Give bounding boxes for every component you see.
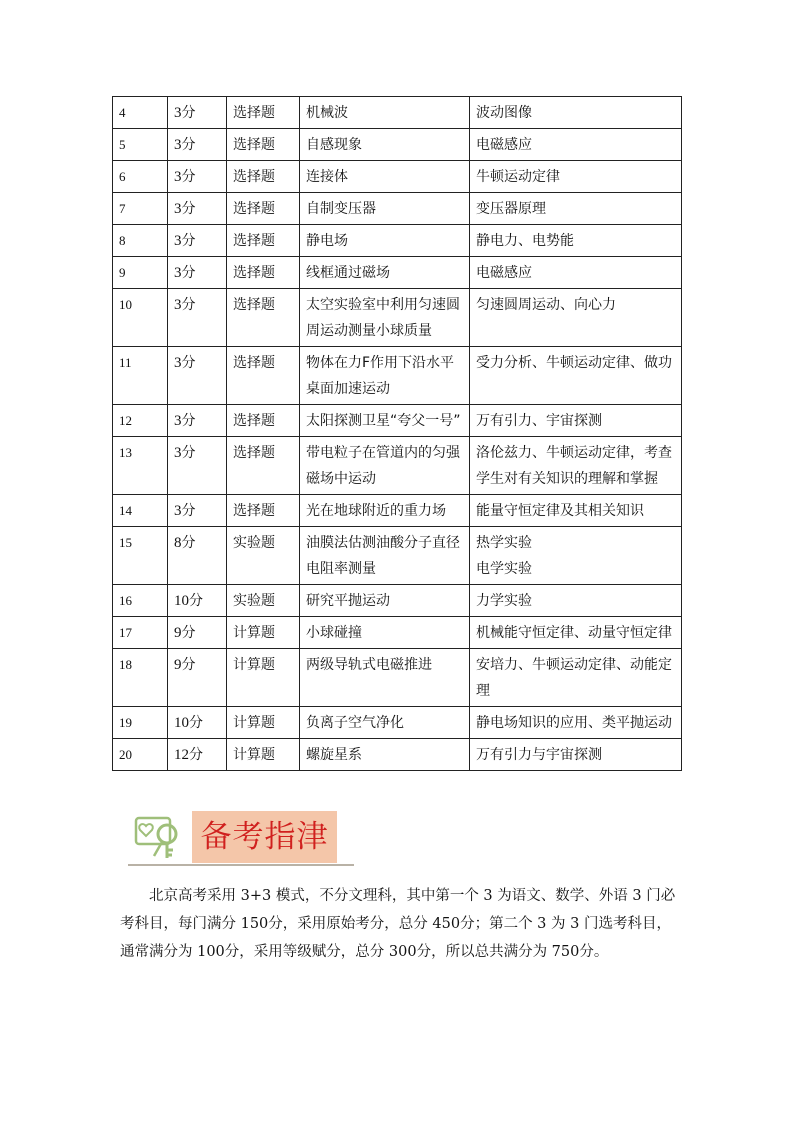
question-number-cell xyxy=(113,739,168,771)
question-type-cell xyxy=(227,161,300,193)
knowledge-text: 万有引力、宇宙探测 xyxy=(476,413,602,429)
question-number-cell xyxy=(113,405,168,437)
knowledge-cell xyxy=(470,585,682,617)
score-unit: 分 xyxy=(181,169,196,185)
topic-text: 带电粒子在管道内的匀强磁场中运动 xyxy=(306,445,460,487)
question-type-text: 计算题 xyxy=(233,747,275,763)
score-value: 9 xyxy=(174,625,182,641)
score-unit: 分 xyxy=(181,201,196,217)
table-row xyxy=(113,405,682,437)
question-number-cell xyxy=(113,225,168,257)
question-number-cell xyxy=(113,617,168,649)
topic-text: 太空实验室中利用匀速圆周运动测量小球质量 xyxy=(306,297,460,339)
question-type-cell xyxy=(227,225,300,257)
score-unit: 分 xyxy=(181,625,196,641)
table-row xyxy=(113,495,682,527)
body-paragraph: 北京高考采用 3+3 模式，不分文理科，其中第一个 3 为语文、数学、外语 3 门必考科目，每门满分 150分，采用原始考分，总分 450分；第二个 3 为 3 门选考科目，通常满分为 100分，采用等级赋分，总分 300分，所以总共满分为 750分。 xyxy=(120,888,676,960)
score-cell xyxy=(168,649,227,707)
topic-cell xyxy=(300,347,470,405)
score-unit: 分 xyxy=(181,137,196,153)
knowledge-cell xyxy=(470,161,682,193)
question-number-text: 10 xyxy=(119,297,132,312)
topic-text: 线框通过磁场 xyxy=(306,265,390,281)
score-cell xyxy=(168,347,227,405)
score-cell xyxy=(168,617,227,649)
question-number-text: 13 xyxy=(119,445,132,460)
score-value: 3 xyxy=(174,355,182,371)
question-number-text: 15 xyxy=(119,535,132,550)
table-row xyxy=(113,225,682,257)
table-row xyxy=(113,161,682,193)
knowledge-text: 电磁感应 xyxy=(476,137,532,153)
table-row xyxy=(113,585,682,617)
score-unit: 分 xyxy=(181,105,196,121)
question-type-text: 选择题 xyxy=(233,503,275,519)
table-row xyxy=(113,707,682,739)
question-number-text: 5 xyxy=(119,137,126,152)
topic-text: 负离子空气净化 xyxy=(306,715,404,731)
table-row xyxy=(113,347,682,405)
score-unit: 分 xyxy=(181,233,196,249)
question-type-text: 计算题 xyxy=(233,715,275,731)
question-type-cell xyxy=(227,437,300,495)
knowledge-cell xyxy=(470,707,682,739)
topic-text: 两级导轨式电磁推进 xyxy=(306,657,432,673)
knowledge-text: 机械能守恒定律、动量守恒定律 xyxy=(476,625,672,641)
question-number-cell xyxy=(113,97,168,129)
question-number-text: 16 xyxy=(119,593,132,608)
question-type-cell xyxy=(227,129,300,161)
question-number-text: 19 xyxy=(119,715,132,730)
question-number-cell xyxy=(113,347,168,405)
knowledge-cell xyxy=(470,347,682,405)
question-type-cell xyxy=(227,257,300,289)
score-cell xyxy=(168,437,227,495)
score-unit: 分 xyxy=(189,593,203,609)
question-type-text: 选择题 xyxy=(233,355,275,371)
question-type-text: 计算题 xyxy=(233,625,275,641)
score-unit: 分 xyxy=(181,445,196,461)
question-type-text: 选择题 xyxy=(233,445,275,461)
question-number-text: 8 xyxy=(119,233,126,248)
score-cell xyxy=(168,289,227,347)
knowledge-text: 静电场知识的应用、类平抛运动 xyxy=(476,715,672,731)
score-value: 3 xyxy=(174,445,182,461)
score-cell xyxy=(168,405,227,437)
score-cell xyxy=(168,585,227,617)
knowledge-cell xyxy=(470,193,682,225)
score-value: 3 xyxy=(174,233,182,249)
score-cell xyxy=(168,257,227,289)
knowledge-text: 受力分析、牛顿运动定律、做功 xyxy=(476,355,672,371)
knowledge-cell xyxy=(470,225,682,257)
knowledge-cell xyxy=(470,495,682,527)
knowledge-text: 力学实验 xyxy=(476,593,532,609)
knowledge-cell xyxy=(470,617,682,649)
question-number-cell xyxy=(113,707,168,739)
score-cell xyxy=(168,707,227,739)
section-title: 备考指津 xyxy=(200,819,329,855)
table-row xyxy=(113,617,682,649)
score-cell xyxy=(168,739,227,771)
knowledge-text: 匀速圆周运动、向心力 xyxy=(476,297,616,313)
knowledge-cell xyxy=(470,405,682,437)
score-value: 3 xyxy=(174,503,182,519)
score-unit: 分 xyxy=(181,657,196,673)
knowledge-text: 变压器原理 xyxy=(476,201,546,217)
table-row xyxy=(113,193,682,225)
score-cell xyxy=(168,527,227,585)
knowledge-cell xyxy=(470,257,682,289)
banner-rule xyxy=(128,864,354,866)
table-row xyxy=(113,129,682,161)
question-type-text: 计算题 xyxy=(233,657,275,673)
table-row xyxy=(113,649,682,707)
score-unit: 分 xyxy=(181,265,196,281)
topic-text: 自制变压器 xyxy=(306,201,376,217)
knowledge-text: 热学实验 电学实验 xyxy=(476,535,532,577)
topic-cell xyxy=(300,97,470,129)
knowledge-text: 洛伦兹力、牛顿运动定律，考查学生对有关知识的理解和掌握 xyxy=(476,445,672,487)
question-number-text: 6 xyxy=(119,169,126,184)
question-number-cell xyxy=(113,495,168,527)
topic-cell xyxy=(300,585,470,617)
question-type-text: 选择题 xyxy=(233,413,275,429)
question-type-cell xyxy=(227,739,300,771)
question-type-cell xyxy=(227,495,300,527)
knowledge-text: 安培力、牛顿运动定律、动能定理 xyxy=(476,657,672,699)
question-type-text: 选择题 xyxy=(233,233,275,249)
question-type-cell xyxy=(227,707,300,739)
question-number-cell xyxy=(113,257,168,289)
topic-text: 螺旋星系 xyxy=(306,747,362,763)
topic-cell xyxy=(300,739,470,771)
topic-cell xyxy=(300,405,470,437)
topic-cell xyxy=(300,649,470,707)
knowledge-cell xyxy=(470,437,682,495)
question-number-text: 18 xyxy=(119,657,132,672)
score-cell xyxy=(168,495,227,527)
question-number-cell xyxy=(113,585,168,617)
score-value: 12 xyxy=(174,747,189,763)
question-number-text: 12 xyxy=(119,413,132,428)
table-row xyxy=(113,97,682,129)
question-number-cell xyxy=(113,161,168,193)
question-number-text: 7 xyxy=(119,201,126,216)
score-unit: 分 xyxy=(181,503,196,519)
topic-text: 研究平抛运动 xyxy=(306,593,390,609)
question-type-text: 实验题 xyxy=(233,535,275,551)
question-number-text: 17 xyxy=(119,625,132,640)
question-type-cell xyxy=(227,649,300,707)
topic-text: 机械波 xyxy=(306,105,348,121)
knowledge-cell xyxy=(470,129,682,161)
question-number-text: 9 xyxy=(119,265,126,280)
topic-cell xyxy=(300,495,470,527)
knowledge-text: 牛顿运动定律 xyxy=(476,169,560,185)
score-cell xyxy=(168,161,227,193)
question-number-cell xyxy=(113,527,168,585)
score-value: 3 xyxy=(174,413,182,429)
score-cell xyxy=(168,97,227,129)
topic-text: 小球碰撞 xyxy=(306,625,362,641)
question-type-cell xyxy=(227,527,300,585)
knowledge-text: 万有引力与宇宙探测 xyxy=(476,747,602,763)
exam-analysis-table xyxy=(112,96,682,771)
question-type-cell xyxy=(227,405,300,437)
question-type-cell xyxy=(227,347,300,405)
score-value: 3 xyxy=(174,297,182,313)
score-unit: 分 xyxy=(181,535,196,551)
question-number-cell xyxy=(113,437,168,495)
knowledge-cell xyxy=(470,97,682,129)
question-type-cell xyxy=(227,97,300,129)
topic-text: 连接体 xyxy=(306,169,348,185)
question-type-cell xyxy=(227,289,300,347)
topic-text: 油膜法估测油酸分子直径 电阻率测量 xyxy=(306,535,460,577)
score-cell xyxy=(168,129,227,161)
topic-cell xyxy=(300,617,470,649)
question-type-text: 实验题 xyxy=(233,593,275,609)
key-heart-icon xyxy=(134,812,190,862)
table-row xyxy=(113,289,682,347)
topic-cell xyxy=(300,437,470,495)
topic-text: 静电场 xyxy=(306,233,348,249)
question-number-cell xyxy=(113,193,168,225)
score-value: 9 xyxy=(174,657,182,673)
knowledge-cell xyxy=(470,649,682,707)
question-type-text: 选择题 xyxy=(233,169,275,185)
score-value: 10 xyxy=(174,715,189,731)
knowledge-cell xyxy=(470,527,682,585)
knowledge-text: 波动图像 xyxy=(476,105,532,121)
score-unit: 分 xyxy=(181,413,196,429)
score-value: 3 xyxy=(174,137,182,153)
table-row xyxy=(113,739,682,771)
question-number-text: 4 xyxy=(119,105,126,120)
score-unit: 分 xyxy=(189,715,203,731)
question-type-cell xyxy=(227,585,300,617)
topic-text: 自感现象 xyxy=(306,137,362,153)
score-unit: 分 xyxy=(189,747,203,763)
score-value: 3 xyxy=(174,201,182,217)
question-number-text: 11 xyxy=(119,355,132,370)
table-row xyxy=(113,527,682,585)
question-type-text: 选择题 xyxy=(233,265,275,281)
knowledge-text: 电磁感应 xyxy=(476,265,532,281)
score-unit: 分 xyxy=(181,297,196,313)
question-number-cell xyxy=(113,649,168,707)
knowledge-cell xyxy=(470,739,682,771)
topic-cell xyxy=(300,193,470,225)
table-row xyxy=(113,257,682,289)
score-value: 10 xyxy=(174,593,189,609)
topic-cell xyxy=(300,257,470,289)
score-value: 8 xyxy=(174,535,182,551)
score-unit: 分 xyxy=(181,355,196,371)
question-number-cell xyxy=(113,129,168,161)
knowledge-text: 能量守恒定律及其相关知识 xyxy=(476,503,644,519)
question-type-text: 选择题 xyxy=(233,105,275,121)
score-value: 3 xyxy=(174,105,182,121)
knowledge-text: 静电力、电势能 xyxy=(476,233,574,249)
score-cell xyxy=(168,193,227,225)
question-type-text: 选择题 xyxy=(233,201,275,217)
topic-cell xyxy=(300,527,470,585)
topic-text: 物体在力F作用下沿水平桌面加速运动 xyxy=(306,355,455,397)
question-number-text: 14 xyxy=(119,503,132,518)
score-value: 3 xyxy=(174,265,182,281)
question-type-text: 选择题 xyxy=(233,297,275,313)
topic-text: 光在地球附近的重力场 xyxy=(306,503,446,519)
question-number-text: 20 xyxy=(119,747,132,762)
question-type-cell xyxy=(227,193,300,225)
question-number-cell xyxy=(113,289,168,347)
topic-text: 太阳探测卫星“夸父一号” xyxy=(306,413,461,429)
topic-cell xyxy=(300,289,470,347)
score-cell xyxy=(168,225,227,257)
topic-cell xyxy=(300,707,470,739)
topic-cell xyxy=(300,129,470,161)
knowledge-cell xyxy=(470,289,682,347)
question-type-cell xyxy=(227,617,300,649)
question-type-text: 选择题 xyxy=(233,137,275,153)
table-row xyxy=(113,437,682,495)
topic-cell xyxy=(300,161,470,193)
score-value: 3 xyxy=(174,169,182,185)
topic-cell xyxy=(300,225,470,257)
